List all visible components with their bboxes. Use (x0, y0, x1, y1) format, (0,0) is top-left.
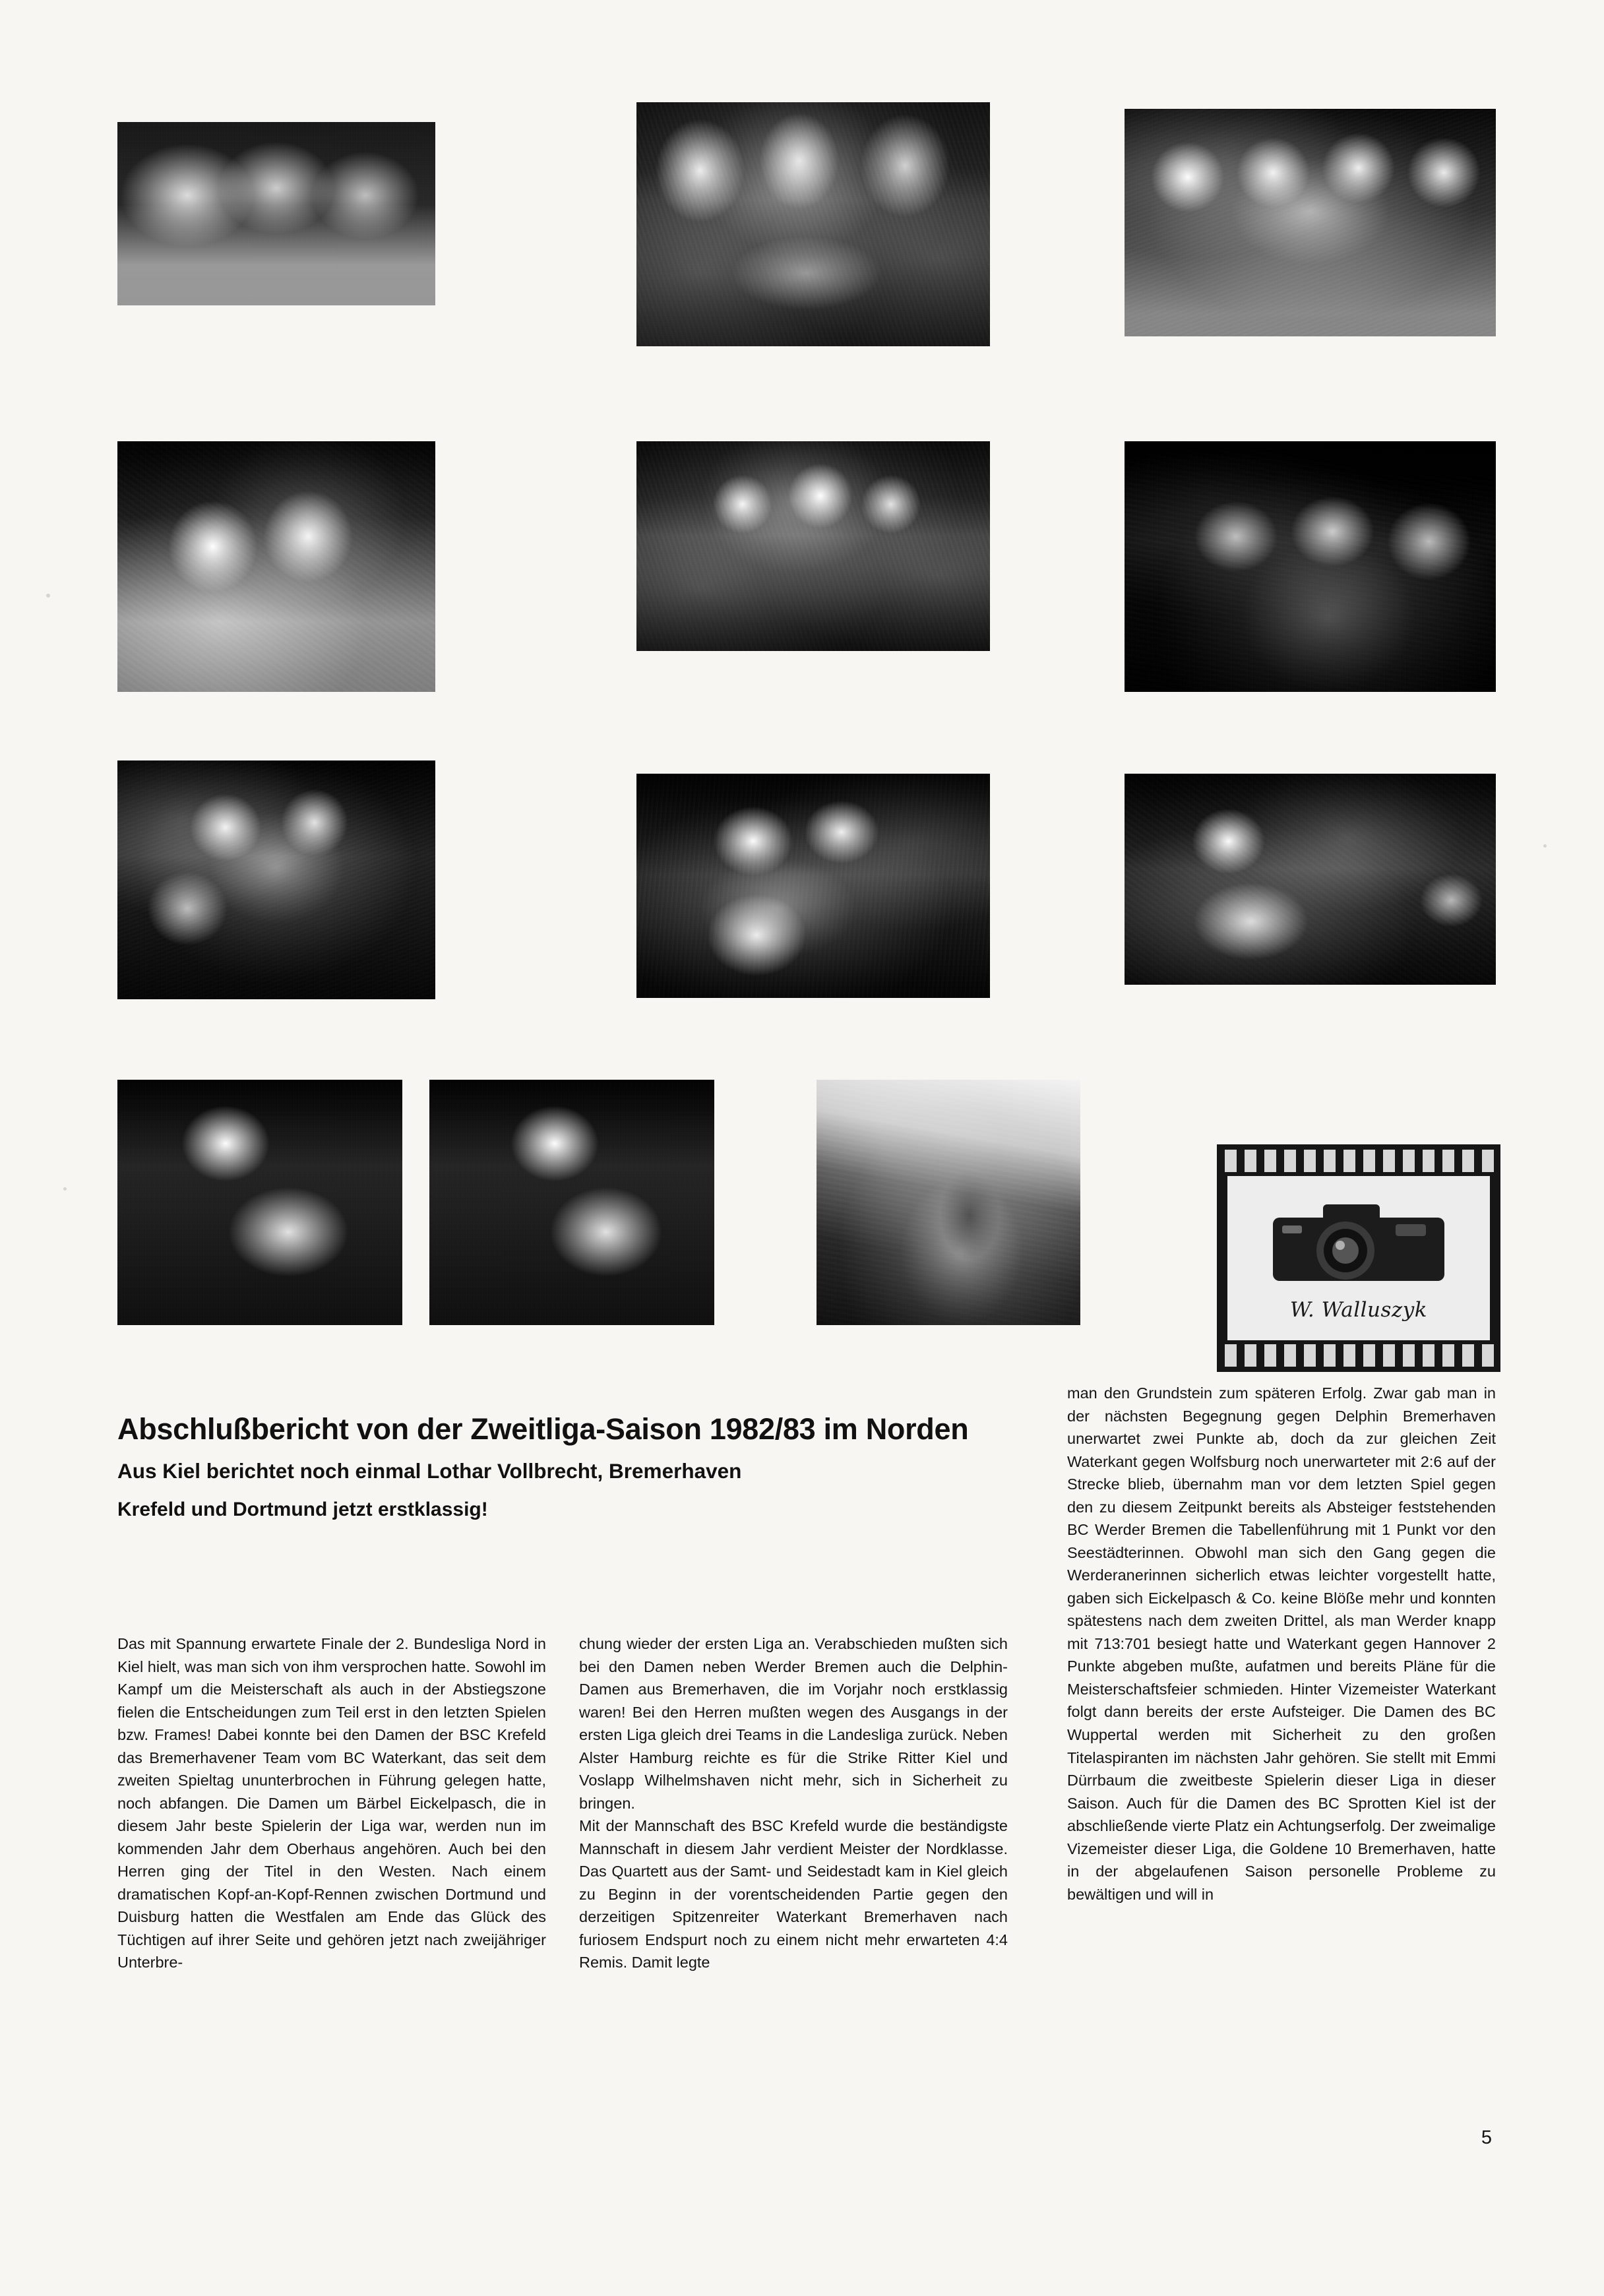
photo-bowler-releasing-ball (817, 1080, 1080, 1325)
scan-speckle (1543, 844, 1547, 848)
photo-row-2 (117, 441, 1496, 751)
page-number: 5 (1481, 2127, 1492, 2148)
photo-four-women-toasting (1125, 109, 1496, 336)
photo-players-at-table-scoring (117, 122, 435, 305)
photo-person-drinking-in-chair (429, 1080, 714, 1325)
scan-speckle (63, 1187, 67, 1191)
article-column-1 (117, 1632, 546, 1974)
paragraph: Das mit Spannung erwartete Finale der 2. Bundesliga Nord in Kiel hielt, was man sich von ihm versprochen hatte. Sowohl im Kampf um die Meisterschaft als auch in der Abstiegszone fielen die Entscheidungen zum Teil erst in den letzten Spielen bzw. Frames! Dabei konnte bei den Damen der BSC Krefeld das Bremerhavener Team vom BC Waterkant, das seit dem zweiten Spieltag ununterbrochen in Führung gelegen hatte, noch abfangen. Die Damen um Bärbel Eickelpasch, die in diesem Jahr beste Spielerin der Liga war, werden nun im kommenden Jahr dem Oberhaus angehören. Auch bei den Herren ging der Titel in den Westen. Nach einem dramatischen Kopf-an-Kopf-Rennen zwischen Dortmund und Duisburg hatten die Westfalen am Ende das Glück des Tüchtigen auf ihrer Seite und gehören jetzt nach zweijähriger Unterbre- (117, 1635, 546, 1971)
photo-woman-at-typewriter (1125, 774, 1496, 985)
photographer-credit-stamp (1217, 1144, 1500, 1372)
photo-bowlers-at-ball-return (636, 102, 990, 346)
photo-row-1 (117, 122, 1496, 432)
film-perforation-bottom (1217, 1344, 1500, 1367)
article-subhead: Aus Kiel berichtet noch einmal Lothar Vollbrecht, Bremerhaven (117, 1459, 742, 1483)
article-subhead-secondary: Krefeld und Dortmund jetzt erstklassig! (117, 1499, 488, 1521)
camera-icon (1266, 1195, 1451, 1294)
photo-group-handshake (636, 441, 990, 651)
photo-row-3 (117, 760, 1496, 1070)
article-column-3 (1067, 1382, 1496, 2094)
photo-woman-in-lounge-chair (117, 1080, 402, 1325)
stamp-face (1227, 1176, 1490, 1340)
photo-player-with-trophy (636, 774, 990, 998)
film-perforation-top (1217, 1150, 1500, 1172)
article-column-2 (579, 1632, 1008, 1974)
paragraph: Mit der Mannschaft des BSC Krefeld wurde die beständigste Mannschaft in diesem Jahr verdient Meister der Nordklasse. Das Quartett aus der Samt- und Seidestadt kam in Kiel gleich zu Beginn in der vorentscheidenden Partie gegen den derzeitigen Spitzenreiter Waterkant Bremerhaven nach furiosem Endspurt noch zu einem nicht mehr erwarteten 4:4 Remis. Damit legte (579, 1817, 1008, 1971)
photo-team-in-jerseys (1125, 441, 1496, 692)
article-headline: Abschlußbericht von der Zweitliga-Saison 1982/83 im Norden (117, 1412, 969, 1446)
photographer-name: W. Walluszyk (1289, 1297, 1428, 1322)
paragraph: chung wieder der ersten Liga an. Verabschieden mußten sich bei den Damen neben Werder Bremen auch die Delphin-Damen aus Bremerhaven, die im Vorjahr noch erstklassig waren! Bei den Herren mußten wegen des Ausgangs in der ersten Liga gleich drei Teams in die Landesliga zurück. Neben Alster Hamburg reichte es für die Strike Ritter Kiel und Voslapp Wilhelmshaven nicht mehr, sich in Sicherheit zu bringen. (579, 1635, 1008, 1812)
photo-two-men-talking (117, 441, 435, 692)
scan-speckle (46, 594, 50, 598)
paragraph: man den Grundstein zum späteren Erfolg. Zwar gab man in der nächsten Begegnung gegen Delphin Bremerhaven unerwartet zwei Punkte ab, doch da zur gleichen Zeit Waterkant gegen Wolfsburg noch unerwarteter mit 2:6 auf der Strecke blieb, übernahm man vor dem letzten Spiel gegen den zu diesem Zeitpunkt bereits als Absteiger feststehenden BC Werder Bremen die Tabellenführung mit 1 Punkt vor den Seestädterinnen. Obwohl man sich den Gang gegen die Werderanerinnen sicherlich etwas leichter vorgestellt hatte, gaben sich Eickelpasch & Co. keine Blöße mehr und konnten spätestens nach dem zweiten Drittel, als man Werder knapp mit 713:701 besiegt hatte und Waterkant gegen Hannover 2 Punkte abgeben mußte, aufatmen und bereits Pläne für die Meisterschaftsfeier schmieden. Hinter Vizemeister Waterkant folgt dann bereits der erste Aufsteiger. Die Damen des BC Wuppertal werden mit Sicherheit zu den großen Titelaspiranten im nächsten Jahr gehören. Sie stellt mit Emmi Dürrbaum die zweitbeste Spielerin dieser Liga in dieser Saison. Auch für die Damen des BC Sprotten Kiel ist der abschließende vierte Platz ein Achtungserfolg. Der zweimalige Vizemeister dieser Liga, die Goldene 10 Bremerhaven, hatte in der abgelaufenen Saison personelle Probleme zu bewältigen und will in (1067, 1384, 1496, 1903)
photo-spectators-watching (117, 760, 435, 999)
